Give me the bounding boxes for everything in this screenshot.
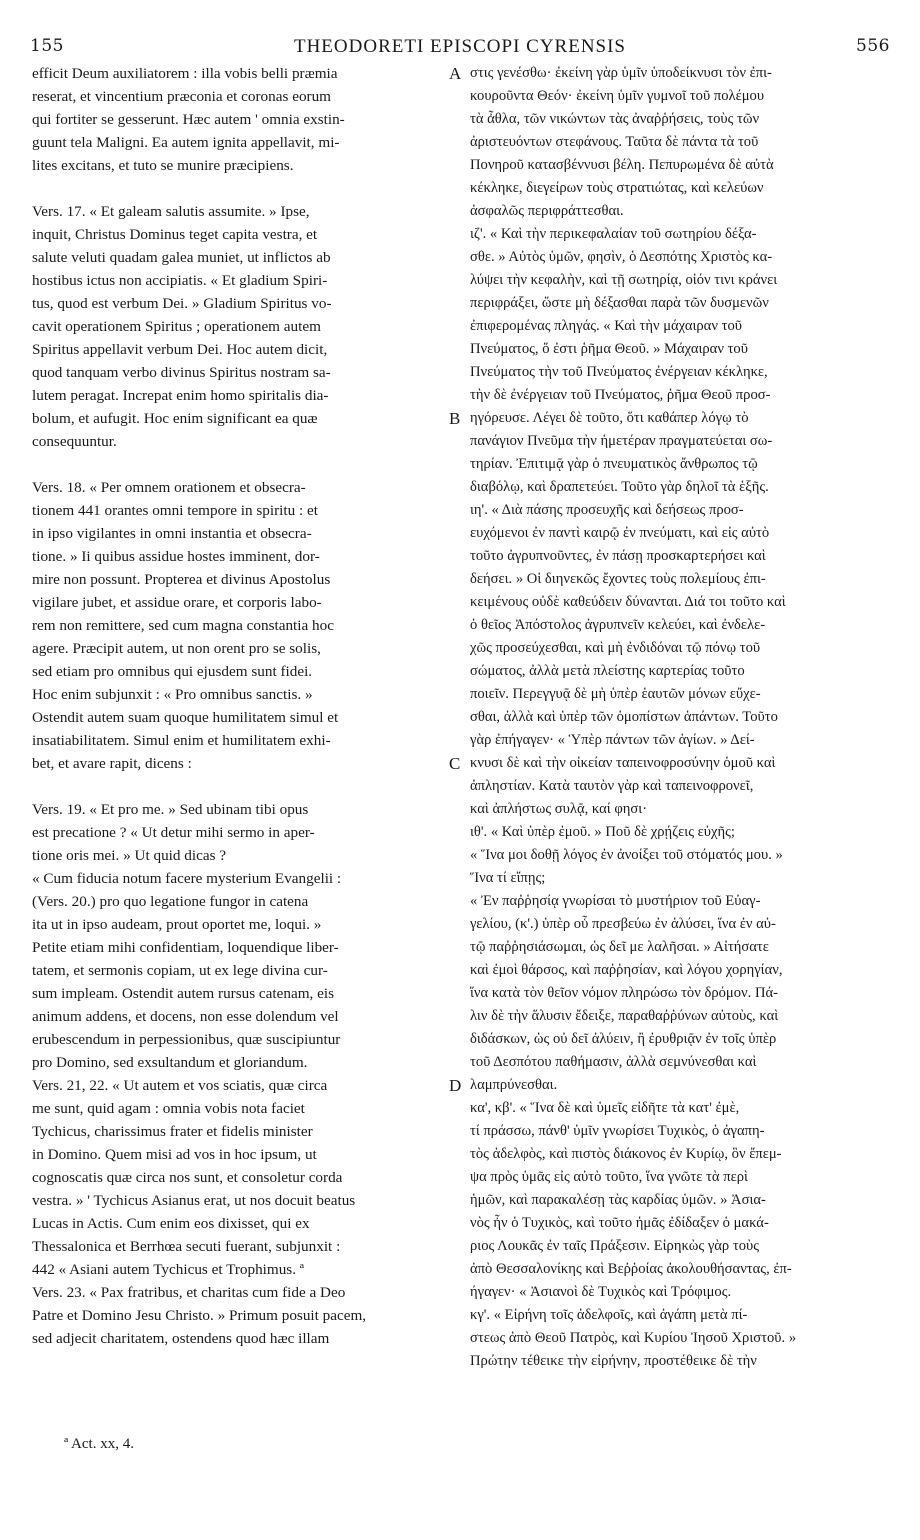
greek-line: ιθ'. « Καὶ ὑπὲρ ἐμοῦ. » Ποῦ δὲ χρῄζεις εὐχῆς; (470, 824, 735, 840)
margin-letter: D (449, 1076, 462, 1095)
latin-line: efficit Deum auxiliatorem : illa vobis belli præmia (32, 65, 338, 82)
margin-letter: C (449, 754, 461, 773)
greek-line: στεως ἀπὸ Θεοῦ Πατρὸς, καὶ Κυρίου Ἰησοῦ Χριστοῦ. » (470, 1330, 797, 1346)
greek-line: τὰ ἆθλα, τῶν νικώντων τὰς ἀναῤῥήσεις, τοὺς τῶν (470, 111, 760, 127)
latin-line: ita ut in ipso audeam, prout oportet me, loqui. » (32, 916, 322, 933)
greek-line: ἀσφαλῶς περιφράττεσθαι. (470, 203, 624, 219)
greek-line: χῶς προσεύχεσθαι, καὶ μὴ ἐνδιδόναι τῷ πόνῳ τοῦ (470, 640, 761, 656)
latin-line: agere. Præcipit autem, ut non orent pro se solis, (32, 640, 321, 657)
greek-line: ριος Λουκᾶς ἐν ταῖς Πράξεσιν. Εἰρηκὼς γὰρ τοὺς (470, 1238, 760, 1254)
margin-letter: B (449, 409, 461, 428)
latin-gap (32, 775, 444, 798)
latin-line: hostibus ictus non accipiatis. « Et gladium Spiri- (32, 272, 328, 289)
latin-line: erubescendum in perpessionibus, quæ suscipiuntur (32, 1031, 341, 1048)
greek-line: γὰρ ἐπήγαγεν· « Ὑπὲρ πάντων τῶν ἁγίων. » Δεί- (470, 732, 755, 748)
latin-line: est precatione ? « Ut detur mihi sermo in aper- (32, 824, 315, 841)
greek-line: νὸς ἦν ὁ Τυχικὸς, καὶ τοῦτο ἡμᾶς ἐδίδαξεν ὁ μακά- (470, 1215, 769, 1231)
latin-line: bet, et avare rapit, dicens : (32, 755, 192, 772)
latin-line: Ostendit autem suam quoque humilitatem simul et (32, 709, 339, 726)
latin-line: animum addens, et docens, non esse dolendum vel (32, 1008, 339, 1025)
greek-line: ποιεῖν. Περεγγυᾷ δὲ μὴ ὑπὲρ ἑαυτῶν μόνων εὔχε- (470, 686, 761, 702)
latin-line: sed adjecit charitatem, ostendens quod hæc illam (32, 1330, 330, 1347)
greek-line: λαμπρύνεσθαι. (470, 1077, 558, 1093)
greek-line: τὴν δὲ ἐνέργειαν τοῦ Πνεύματος, ῥῆμα Θεοῦ προσ- (470, 387, 771, 403)
latin-line: guunt tela Maligni. Ea autem ignita appellavit, mi- (32, 134, 340, 151)
greek-line: λύψει τὴν κεφαλὴν, καὶ τῇ σωτηρίᾳ, οἱόν τινι κράνει (470, 272, 778, 288)
latin-line: Tychicus, charissimus frater et fidelis minister (32, 1123, 313, 1140)
latin-line: lutem peragat. Increpat enim homo spiritalis dia- (32, 387, 329, 404)
greek-line: ιζ'. « Καὶ τὴν περικεφαλαίαν τοῦ σωτηρίου δέξα- (470, 226, 757, 242)
latin-line: pro Domino, sed exsultandum et gloriandum. (32, 1054, 308, 1071)
latin-line: qui fortiter se gesserunt. Hæc autem ' omnia exstin- (32, 111, 345, 128)
greek-column (470, 62, 886, 1373)
greek-line: περιφράξει, ὥστε μὴ δέξασθαι παρὰ τῶν δυσμενῶν (470, 295, 769, 311)
greek-line: καὶ ἐμοὶ θάρσος, καὶ παῤῥησίαν, καὶ λόγου χορηγίαν, (470, 962, 783, 978)
latin-line: rem non remittere, sed cum magna constantia hoc (32, 617, 334, 634)
latin-line: mire non possunt. Propterea et divinus Apostolus (32, 571, 331, 588)
latin-line: me sunt, quid agam : omnia vobis nota faciet (32, 1100, 305, 1117)
greek-line: ἐπιφερομένας πληγάς. « Καὶ τὴν μάχαιραν τοῦ (470, 318, 742, 334)
footnote: ª Act. xx, 4. (64, 1436, 134, 1452)
latin-line: tionem 441 orantes omni tempore in spiritu : et (32, 502, 318, 519)
greek-line: σώματος, ἀλλὰ μετὰ πλείστης καρτερίας τοῦτο (470, 663, 745, 679)
greek-line: κγ'. « Εἰρήνη τοῖς ἀδελφοῖς, καὶ ἀγάπη μετὰ πί- (470, 1307, 748, 1323)
greek-line: τῷ παῤῥησιάσωμαι, ὡς δεῖ με λαλῆσαι. » Αἰτήσατε (470, 939, 769, 955)
latin-line: Spiritus appellavit verbum Dei. Hoc autem dicit, (32, 341, 328, 358)
latin-line: consequuntur. (32, 433, 117, 450)
latin-line: Petite etiam mihi confidentiam, loquendique liber- (32, 939, 339, 956)
latin-line: Patre et Domino Jesu Christo. » Primum posuit pacem, (32, 1307, 367, 1324)
greek-line: στις γενέσθω· ἐκείνη γὰρ ὑμῖν ὑποδείκνυσι τὸν ἐπι- (470, 65, 772, 81)
latin-line: sed etiam pro omnibus qui ejusdem sunt fidei. (32, 663, 313, 680)
latin-line: Thessalonica et Berrhœa secuti fuerant, subjunxit : (32, 1238, 341, 1255)
latin-line: in Domino. Quem misi ad vos in hoc ipsum, ut (32, 1146, 317, 1163)
latin-line: « Cum fiducia notum facere mysterium Evangelii : (32, 870, 342, 887)
running-title: THEODORETI EPISCOPI CYRENSIS (293, 36, 627, 57)
latin-line: tatem, et sermonis copiam, ut ex lege divina cur- (32, 962, 328, 979)
greek-line: κέκληκε, διεγείρων τοὺς στρατιώτας, καὶ κελεύων (470, 180, 764, 196)
latin-line: Vers. 21, 22. « Ut autem et vos sciatis, quæ circa (32, 1077, 328, 1094)
latin-line: inquit, Christus Dominus teget capita vestra, et (32, 226, 318, 243)
latin-column (32, 62, 444, 1350)
greek-line: τοῦτο ἀγρυπνοῦντες, ἐν πάσῃ προσκαρτερήσει καὶ (470, 548, 766, 564)
greek-line: Ἵνα τί εἴπῃς; (470, 870, 546, 886)
greek-line: κνυσι δὲ καὶ τὴν οἰκείαν ταπεινοφροσύνην ὁμοῦ καὶ (470, 755, 776, 771)
latin-line: cavit operationem Spiritus ; operationem autem (32, 318, 321, 335)
latin-line: in ipso vigilantes in omni instantia et obsecra- (32, 525, 312, 542)
greek-line: ὁ θεῖος Ἀπόστολος ἀγρυπνεῖν κελεύει, καὶ ἐνδελε- (470, 617, 766, 633)
greek-line: ἀπὸ Θεσσαλονίκης καὶ Βεῤῥοίας ἀκολουθήσαντας, ἐπ- (470, 1261, 792, 1277)
latin-line: Vers. 17. « Et galeam salutis assumite. » Ipse, (32, 203, 310, 220)
latin-line: reserat, et vincentium præconia et coronas eorum (32, 88, 331, 105)
greek-line: ἀπληστίαν. Κατὰ ταυτὸν γὰρ καὶ ταπεινοφρονεῖ, (470, 778, 754, 794)
latin-gap (32, 177, 444, 200)
latin-line: (Vers. 20.) pro quo legatione fungor in catena (32, 893, 309, 910)
latin-line: salute veluti quadam galea muniet, ut inflictos ab (32, 249, 331, 266)
greek-line: τηρίαν. Ἐπιτιμᾷ γὰρ ὁ πνευματικὸς ἄνθρωπος τῷ (470, 456, 758, 472)
greek-line: καὶ ἀπλήστως συλᾷ, καί φησι· (470, 801, 648, 817)
greek-line: σθαι, ἀλλὰ καὶ ὑπὲρ τῶν ὁμοπίστων ἁπάντων. Τοῦτο (470, 709, 778, 725)
latin-line: Hoc enim subjunxit : « Pro omnibus sanctis. » (32, 686, 313, 703)
greek-line: κειμένους οὐδὲ καθεύδειν δύνανται. Διά τοι τοῦτο καὶ (470, 594, 786, 610)
greek-line: δεήσει. » Οἱ διηνεκῶς ἔχοντες τοὺς πολεμίους ἐπι- (470, 571, 766, 587)
latin-line: Vers. 18. « Per omnem orationem et obsecra- (32, 479, 306, 496)
latin-line: bolum, et aufugit. Hoc enim significant ea quæ (32, 410, 318, 427)
latin-line: tus, quod est verbum Dei. » Gladium Spiritus vo- (32, 295, 332, 312)
greek-line: τοῦ Δεσπότου παθήμασιν, ἀλλὰ σεμνύνεσθαι καὶ (470, 1054, 757, 1070)
greek-line: ἡμῶν, καὶ παρακαλέσῃ τὰς καρδίας ὑμῶν. » Ἀσια- (470, 1192, 766, 1208)
greek-line: ηγόρευσε. Λέγει δὲ τοῦτο, ὅτι καθάπερ λόγῳ τὸ (470, 410, 749, 426)
greek-line: Πνεύματος, ὅ ἐστι ῥῆμα Θεοῦ. » Μάχαιραν τοῦ (470, 341, 748, 357)
page-header (30, 36, 890, 58)
latin-line: Vers. 23. « Pax fratribus, et charitas cum fide a Deo (32, 1284, 346, 1301)
latin-line: vigilare jubet, et assidue orare, et corporis labo- (32, 594, 322, 611)
greek-line: « Ἵνα μοι δοθῇ λόγος ἐν ἀνοίξει τοῦ στόματός μου. » (470, 847, 783, 863)
latin-line: sum impleam. Ostendit autem rursus catenam, eis (32, 985, 334, 1002)
greek-line: Πνεύματος τὴν τοῦ Πνεύματος ἐνέργειαν κέκληκε, (470, 364, 768, 380)
greek-line: ἵνα κατὰ τὸν θεῖον νόμον πληρώσω τὸν δρόμον. Πά- (470, 985, 778, 1001)
greek-line: διαβόλῳ, καὶ δραπετεύει. Τοῦτο γὰρ δηλοῖ τὰ ἑξῆς. (470, 479, 769, 495)
latin-gap (32, 453, 444, 476)
latin-line: Vers. 19. « Et pro me. » Sed ubinam tibi opus (32, 801, 309, 818)
greek-line: Πονηροῦ κατασβέννυσι βέλη. Πεπυρωμένα δὲ αὐτὰ (470, 157, 774, 173)
greek-line: Πρώτην τέθεικε τὴν εἰρήνην, προστέθεικε δὲ τὴν (470, 1353, 757, 1369)
greek-line: ήγαγεν· « Ἀσιανοὶ δὲ Τυχικὸς καὶ Τρόφιμος. (470, 1284, 732, 1300)
latin-line: insatiabilitatem. Simul enim et humilitatem exhi- (32, 732, 331, 749)
greek-line: ιη'. « Διὰ πάσης προσευχῆς καὶ δεήσεως προσ- (470, 502, 744, 518)
latin-line: tione. » Ii quibus assidue hostes imminent, dor- (32, 548, 320, 565)
greek-line: κουροῦντα Θεόν· ἐκείνη ὑμῖν γυμνοῖ τοῦ πολέμου (470, 88, 765, 104)
latin-line: 442 « Asiani autem Tychicus et Trophimus. ª (32, 1261, 305, 1278)
greek-line: γελίου, (κ'.) ὑπὲρ οὗ πρεσβεύω ἐν ἁλύσει, ἵνα ἐν αὐ- (470, 916, 776, 932)
greek-line: ψα πρὸς ὑμᾶς εἰς αὐτὸ τοῦτο, ἵνα γνῶτε τὰ περὶ (470, 1169, 748, 1185)
greek-line: τὸς ἀδελφὸς, καὶ πιστὸς διάκονος ἐν Κυρίῳ, ὃν ἔπεμ- (470, 1146, 782, 1162)
greek-line: κα', κβ'. « Ἵνα δὲ καὶ ὑμεῖς εἰδῆτε τὰ κατ' ἐμὲ, (470, 1100, 740, 1116)
margin-letter: A (449, 64, 462, 83)
greek-line: διδάσκων, ὡς οὐ δεῖ ἀλύειν, ἢ ἐρυθριᾷν ἐν τοῖς ὑπὲρ (470, 1031, 777, 1047)
greek-line: λιν δὲ τὴν ἅλυσιν ἔδειξε, παραθαῤῥύνων αὐτοὺς, καὶ (470, 1008, 779, 1024)
page-number-left: 155 (30, 36, 64, 56)
page-number-right: 556 (856, 36, 890, 56)
latin-line: quod tanquam verbo divinus Spiritus nostram sa- (32, 364, 331, 381)
greek-line: πανάγιον Πνεῦμα τὴν ἡμετέραν πραγματεύεται σω- (470, 433, 773, 449)
latin-line: cognoscatis quæ circa nos sunt, et consoletur corda (32, 1169, 343, 1186)
latin-line: Lucas in Actis. Cum enim eos dixisset, qui ex (32, 1215, 310, 1232)
greek-line: ευχόμενοι ἐν παντὶ καιρῷ ἐν πνεύματι, καὶ εἰς αὐτὸ (470, 525, 770, 541)
latin-line: lites excitans, et tuto se munire præcipiens. (32, 157, 294, 174)
latin-line: tione oris mei. » Ut quid dicas ? (32, 847, 227, 864)
greek-line: ἀριστευόντων στεφάνους. Ταῦτα δὲ πάντα τὰ τοῦ (470, 134, 759, 150)
greek-line: σθε. » Αὐτὸς ὑμῶν, φησὶν, ὁ Δεσπότης Χριστὸς κα- (470, 249, 773, 265)
latin-line: vestra. » ' Tychicus Asianus erat, ut nos docuit beatus (32, 1192, 356, 1209)
greek-line: « Ἐν παῤῥησίᾳ γνωρίσαι τὸ μυστήριον τοῦ Εὐαγ- (470, 893, 761, 909)
greek-line: τί πράσσω, πάνθ' ὑμῖν γνωρίσει Τυχικὸς, ὁ ἀγαπη- (470, 1123, 765, 1139)
